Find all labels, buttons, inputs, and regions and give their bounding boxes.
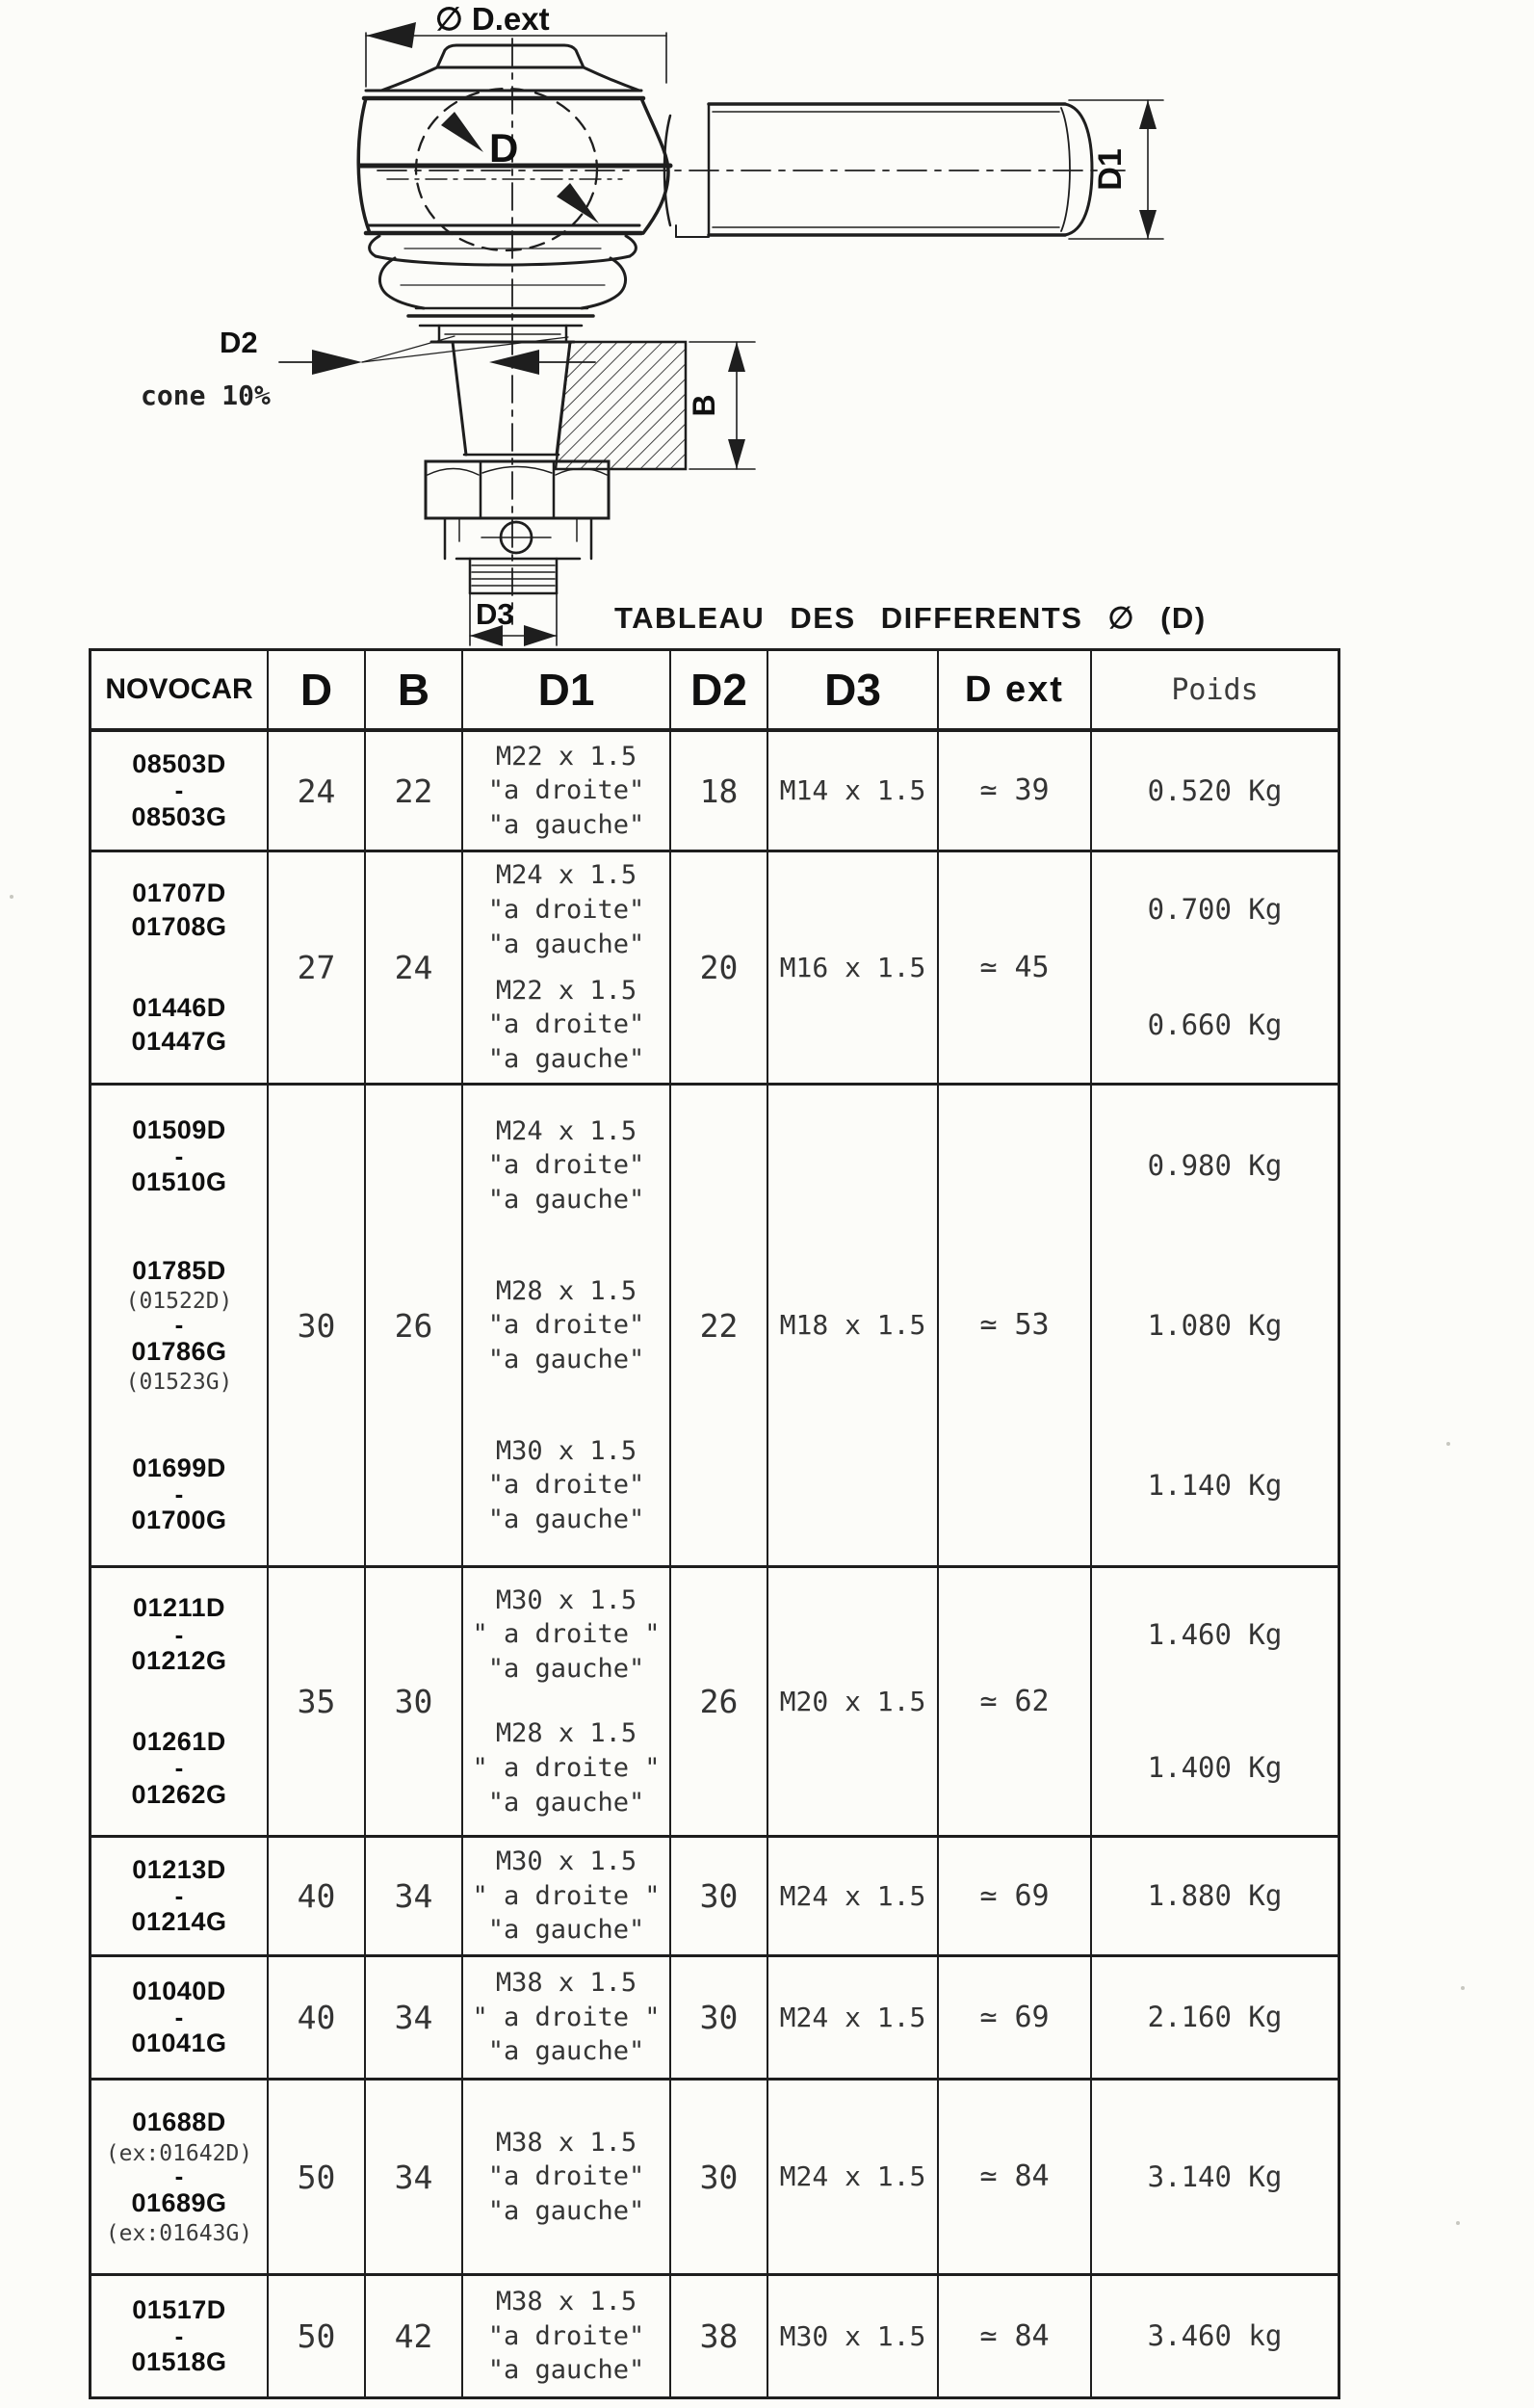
- weight-value: 1.080 Kg: [1147, 1308, 1283, 1342]
- part-number-group: [131, 1725, 226, 1812]
- thread-spec-line: M22 x 1.5: [495, 741, 637, 772]
- cell-d2: [669, 1086, 767, 1565]
- cell-d: [267, 2081, 364, 2273]
- cell-d1: [461, 852, 669, 1083]
- thread-spec-line: "a droite": [487, 2161, 645, 2192]
- thread-spec-line: "a gauche": [487, 1915, 645, 1946]
- thread-spec-line: M38 x 1.5: [495, 2287, 637, 2317]
- table-row: [91, 1957, 1338, 2081]
- header-d: [267, 651, 364, 728]
- thread-spec-line: M28 x 1.5: [495, 1718, 637, 1749]
- cell-d3-text: M30 x 1.5: [779, 2319, 926, 2352]
- ball-leader-arrow: [441, 112, 483, 152]
- part-number-line: -: [174, 2161, 184, 2191]
- thread-spec-line: "a gauche": [487, 929, 645, 959]
- thread-spec-line: "a gauche": [487, 1787, 645, 1818]
- header-b-label: B: [397, 665, 430, 715]
- knuckle-hatch: [556, 342, 686, 469]
- cell-d2-text: 30: [699, 1999, 739, 2036]
- thread-spec-line: "a gauche": [487, 2036, 645, 2067]
- part-number-line: 01212G: [131, 1646, 227, 1675]
- cell-poids: [1090, 2081, 1338, 2273]
- thread-spec-line: " a droite ": [472, 1752, 661, 1783]
- cell-dext-text: ≃ 84: [979, 2318, 1050, 2353]
- part-number-group: [131, 2293, 226, 2380]
- cell-b: [364, 852, 461, 1083]
- d2-label: D2: [220, 326, 258, 359]
- header-d2: [669, 651, 767, 728]
- thread-spec-group: [488, 1114, 645, 1217]
- cell-dext-text: ≃ 69: [979, 2000, 1050, 2034]
- part-number-line: 01688D: [132, 2107, 226, 2137]
- cell-poids: [1090, 732, 1338, 850]
- header-b: [364, 651, 461, 728]
- table-header-row: [91, 651, 1338, 732]
- cell-d-text: 50: [297, 2317, 336, 2355]
- part-number-line: -: [174, 1619, 184, 1649]
- thread-spec-line: "a gauche": [487, 2195, 645, 2226]
- part-number-line: 01262G: [131, 1779, 227, 1809]
- thread-spec-line: M28 x 1.5: [495, 1275, 637, 1306]
- weight-value: 3.140 Kg: [1147, 2159, 1283, 2193]
- thread-spec-line: "a gauche": [487, 2355, 645, 2386]
- weight-value: 2.160 Kg: [1147, 2001, 1283, 2033]
- part-number-group: [131, 1975, 226, 2061]
- part-number-group: [131, 1591, 226, 1678]
- table-row: [91, 732, 1338, 852]
- cell-dext: [937, 2081, 1090, 2273]
- thread-spec-line: M22 x 1.5: [495, 975, 637, 1006]
- cell-d: [267, 2276, 364, 2396]
- cell-d-text: 24: [297, 772, 336, 810]
- thread-spec-line: M30 x 1.5: [495, 1584, 637, 1615]
- shaft-diameter-label: D1: [1092, 148, 1129, 191]
- part-number-line: -: [174, 1479, 184, 1508]
- thread-spec-group: [472, 1845, 660, 1948]
- cell-d2: [669, 1568, 767, 1835]
- part-number-line: -: [174, 1310, 184, 1340]
- part-number-line: 01040D: [132, 1976, 226, 2005]
- rubber-boot: [370, 236, 637, 342]
- cell-d2-text: 20: [699, 949, 739, 986]
- cell-d2-text: 18: [699, 772, 739, 810]
- weight-value: 0.700 Kg: [1147, 893, 1283, 927]
- cell-b: [364, 1957, 461, 2078]
- thread-spec-line: M24 x 1.5: [495, 860, 637, 891]
- thread-spec-line: M38 x 1.5: [495, 2127, 637, 2158]
- cell-b-text: 34: [394, 2158, 433, 2196]
- part-number-line: (ex:01642D): [105, 2140, 253, 2166]
- cell-dext-text: ≃ 69: [979, 1878, 1050, 1913]
- part-number-line: 01689G: [131, 2187, 227, 2217]
- cell-dext: [937, 2276, 1090, 2396]
- scan-noise-dot: [1446, 1442, 1450, 1446]
- cell-b-text: 42: [394, 2317, 433, 2355]
- part-number-group: [131, 1452, 226, 1538]
- cell-d: [267, 1568, 364, 1835]
- cell-d3-text: M20 x 1.5: [779, 1685, 926, 1717]
- part-number-line: 01041G: [131, 2028, 227, 2058]
- weight-value: 1.460 Kg: [1147, 1617, 1283, 1651]
- cell-novocar: [91, 2081, 267, 2273]
- cell-novocar: [91, 852, 267, 1083]
- cell-d: [267, 852, 364, 1083]
- part-number-line: 01509D: [132, 1114, 226, 1144]
- part-number-line: 01517D: [132, 2294, 226, 2324]
- cell-dext-text: ≃ 84: [979, 2159, 1050, 2193]
- thread-spec-line: " a droite ": [472, 1880, 661, 1911]
- weight-value: 0.660 Kg: [1147, 1008, 1283, 1041]
- part-number-line: -: [174, 2002, 184, 2031]
- header-d1: [461, 651, 669, 728]
- cell-d1: [461, 1838, 669, 1954]
- part-number-line: 01446D: [132, 993, 226, 1023]
- thread-spec-line: "a droite": [487, 2320, 645, 2351]
- header-d3: [767, 651, 937, 728]
- weight-value: 3.460 kg: [1147, 2319, 1283, 2352]
- cell-d2-text: 22: [699, 1306, 739, 1345]
- weight-value: 1.880 Kg: [1147, 1879, 1283, 1912]
- cell-dext: [937, 1838, 1090, 1954]
- cell-b: [364, 2081, 461, 2273]
- part-number-line: 01699D: [132, 1453, 226, 1482]
- part-number-group: [131, 1113, 226, 1200]
- part-number-line: -: [174, 1880, 184, 1910]
- cell-dext: [937, 1086, 1090, 1565]
- thread-spec-line: "a droite": [487, 1150, 645, 1181]
- cell-d3: [767, 1957, 937, 2078]
- cell-b: [364, 2276, 461, 2396]
- cell-d3-text: M14 x 1.5: [779, 774, 926, 806]
- cell-dext-text: ≃ 62: [979, 1684, 1050, 1718]
- cotter-pin-boss: [445, 518, 591, 559]
- part-number-line: 08503D: [132, 749, 226, 779]
- thread-spec-line: "a gauche": [487, 1184, 645, 1215]
- cell-dext-text: ≃ 53: [979, 1308, 1050, 1342]
- part-number-line: 01510G: [131, 1167, 227, 1197]
- cell-d3-text: M18 x 1.5: [779, 1309, 926, 1341]
- cell-b-text: 34: [394, 1999, 433, 2036]
- cell-d2-text: 30: [699, 1877, 739, 1915]
- header-d1-label: D1: [537, 665, 595, 715]
- parts-table: [89, 648, 1340, 2399]
- thread-spec-group: [488, 1434, 645, 1537]
- cell-dext: [937, 1957, 1090, 2078]
- cell-d3-text: M24 x 1.5: [779, 1879, 926, 1912]
- thread-spec-line: "a droite": [487, 775, 645, 806]
- cell-poids: [1090, 852, 1338, 1083]
- cell-d3: [767, 732, 937, 850]
- cell-novocar: [91, 1838, 267, 1954]
- b-label: B: [687, 394, 721, 417]
- cell-novocar: [91, 1568, 267, 1835]
- thread-spec-line: M30 x 1.5: [495, 1846, 637, 1877]
- cell-b-text: 22: [394, 772, 433, 810]
- cell-poids: [1090, 2276, 1338, 2396]
- part-number-line: 01518G: [131, 2347, 227, 2377]
- thread-spec-group: [488, 1274, 645, 1377]
- cell-d1: [461, 1957, 669, 2078]
- thread-spec-line: "a gauche": [487, 809, 645, 840]
- part-number-line: (01523G): [125, 1369, 233, 1395]
- cell-b-text: 30: [394, 1683, 433, 1720]
- cell-d-text: 40: [297, 1999, 336, 2036]
- header-d2-label: D2: [690, 665, 747, 715]
- scan-noise-dot: [1456, 2221, 1460, 2225]
- ball-diameter-label: D: [489, 125, 519, 170]
- header-dext: [937, 651, 1090, 728]
- cell-d3: [767, 2081, 937, 2273]
- thread-spec-line: "a droite": [487, 894, 645, 925]
- cell-b-text: 34: [394, 1877, 433, 1915]
- part-number-line: 01785D: [132, 1256, 226, 1286]
- header-poids: [1090, 651, 1338, 728]
- thread-spec-group: [488, 740, 645, 843]
- part-number-line: 01707D: [132, 877, 226, 907]
- cell-d-text: 35: [297, 1683, 336, 1720]
- dext-label: ∅ D.ext: [435, 1, 550, 37]
- cell-d-text: 27: [297, 949, 336, 986]
- thread-spec-line: "a gauche": [487, 1504, 645, 1534]
- cell-novocar: [91, 732, 267, 850]
- thread-spec-group: [488, 2126, 645, 2229]
- cell-d: [267, 1838, 364, 1954]
- cell-d1: [461, 1568, 669, 1835]
- cell-d3: [767, 1838, 937, 1954]
- thread-spec-line: " a droite ": [472, 2002, 661, 2032]
- cell-d3-text: M24 x 1.5: [779, 2160, 926, 2192]
- cell-dext-text: ≃ 39: [979, 773, 1050, 807]
- thread-spec-line: M38 x 1.5: [495, 1968, 637, 1999]
- cell-d3: [767, 852, 937, 1083]
- cone-taper-note: cone 10%: [141, 380, 271, 411]
- part-number-line: 01213D: [132, 1854, 226, 1884]
- cell-poids: [1090, 1568, 1338, 1835]
- part-number-group: [106, 2106, 252, 2247]
- part-number-line: 01214G: [131, 1907, 227, 1937]
- cell-d: [267, 1957, 364, 2078]
- cell-d2: [669, 2276, 767, 2396]
- thread-spec-line: M24 x 1.5: [495, 1115, 637, 1146]
- cell-dext: [937, 1568, 1090, 1835]
- thread-spec-line: "a droite": [487, 1009, 645, 1040]
- part-number-group: [131, 747, 226, 834]
- header-poids-label: Poids: [1171, 672, 1259, 707]
- table-row: [91, 1568, 1338, 1838]
- thread-spec-line: "a droite": [487, 1470, 645, 1501]
- cell-b: [364, 1568, 461, 1835]
- header-d3-label: D3: [824, 665, 881, 715]
- cell-dext: [937, 732, 1090, 850]
- header-novocar-label: NOVOCAR: [105, 673, 253, 705]
- cell-poids: [1090, 1957, 1338, 2078]
- thread-spec-group: [472, 1584, 660, 1687]
- part-number-line: 01708G: [131, 911, 227, 941]
- cell-b: [364, 732, 461, 850]
- cell-poids: [1090, 1086, 1338, 1565]
- thread-spec-group: [488, 974, 645, 1077]
- cell-d-text: 30: [297, 1306, 336, 1345]
- cell-d2-text: 38: [699, 2317, 739, 2355]
- cell-d2: [669, 732, 767, 850]
- part-number-line: 01261D: [132, 1726, 226, 1756]
- scan-noise-dot: [10, 895, 13, 899]
- table-row: [91, 1086, 1338, 1568]
- cell-d2: [669, 1838, 767, 1954]
- header-dext-label: D ext: [965, 668, 1064, 710]
- table-row: [91, 2276, 1338, 2396]
- weight-value: 1.400 Kg: [1147, 1751, 1283, 1785]
- part-number-group: [126, 1254, 233, 1396]
- cell-d2-text: 30: [699, 2158, 739, 2196]
- part-number-line: -: [174, 2320, 184, 2350]
- cell-d: [267, 732, 364, 850]
- part-number-line: 01700G: [131, 1505, 227, 1535]
- table-row: [91, 852, 1338, 1086]
- part-number-line: -: [174, 1140, 184, 1170]
- cell-dext: [937, 852, 1090, 1083]
- cell-d2-text: 26: [699, 1683, 739, 1720]
- scan-noise-dot: [1461, 1986, 1465, 1990]
- cell-b-text: 24: [394, 949, 433, 986]
- table-row: [91, 2081, 1338, 2276]
- cell-poids: [1090, 1838, 1338, 1954]
- cell-novocar: [91, 2276, 267, 2396]
- part-number-line: (ex:01643G): [105, 2220, 253, 2246]
- part-number-line: 01786G: [131, 1336, 227, 1366]
- d3-label: D3: [476, 597, 514, 631]
- thread-spec-line: "a gauche": [487, 1654, 645, 1685]
- cell-b-text: 26: [394, 1306, 433, 1345]
- cell-b: [364, 1086, 461, 1565]
- header-d-label: D: [299, 665, 333, 715]
- thread-spec-line: "a gauche": [487, 1044, 645, 1075]
- table-title: TABLEAU DES DIFFERENTS ∅ (D): [614, 601, 1207, 635]
- weight-value: 0.980 Kg: [1147, 1148, 1283, 1182]
- cell-d2: [669, 1957, 767, 2078]
- cell-d3-text: M24 x 1.5: [779, 2001, 926, 2033]
- thread-spec-line: "a droite": [487, 1310, 645, 1341]
- part-number-line: (01522D): [125, 1289, 233, 1315]
- header-novocar: [91, 651, 267, 728]
- thread-spec-group: [472, 1716, 660, 1819]
- part-number-line: 01211D: [132, 1593, 226, 1623]
- cell-d1: [461, 1086, 669, 1565]
- part-number-line: -: [174, 775, 184, 805]
- thread-tip: [470, 559, 557, 593]
- cell-b: [364, 1838, 461, 1954]
- thread-spec-group: [488, 2285, 645, 2388]
- cell-d1: [461, 732, 669, 850]
- cell-d2: [669, 2081, 767, 2273]
- cell-d3: [767, 2276, 937, 2396]
- ball-leader-arrow: [557, 183, 599, 223]
- technical-drawing: [0, 0, 1534, 650]
- thread-spec-line: "a gauche": [487, 1344, 645, 1374]
- table-row: [91, 1838, 1338, 1957]
- part-number-group: [131, 991, 226, 1059]
- cell-d-text: 40: [297, 1877, 336, 1915]
- cell-novocar: [91, 1086, 267, 1565]
- part-number-group: [131, 877, 226, 944]
- part-number-line: 08503G: [131, 801, 227, 831]
- thread-spec-group: [472, 1966, 660, 2069]
- cell-d3-text: M16 x 1.5: [779, 951, 926, 983]
- cell-d3: [767, 1568, 937, 1835]
- thread-spec-line: M30 x 1.5: [495, 1435, 637, 1466]
- cell-novocar: [91, 1957, 267, 2078]
- cell-dext-text: ≃ 45: [979, 950, 1050, 984]
- cell-d1: [461, 2276, 669, 2396]
- table-body: [91, 732, 1338, 2396]
- cell-d3: [767, 1086, 937, 1565]
- part-number-group: [131, 1853, 226, 1940]
- weight-value: 1.140 Kg: [1147, 1468, 1283, 1502]
- cell-d2: [669, 852, 767, 1083]
- cell-d-text: 50: [297, 2158, 336, 2196]
- cell-d: [267, 1086, 364, 1565]
- part-number-line: 01447G: [131, 1027, 227, 1057]
- part-number-line: -: [174, 1753, 184, 1782]
- cell-d1: [461, 2081, 669, 2273]
- thread-spec-group: [488, 858, 645, 961]
- weight-value: 0.520 Kg: [1147, 773, 1283, 807]
- thread-spec-line: " a droite ": [472, 1619, 661, 1650]
